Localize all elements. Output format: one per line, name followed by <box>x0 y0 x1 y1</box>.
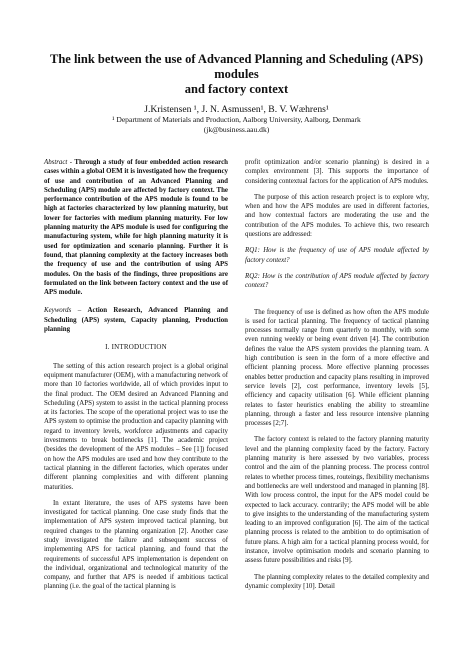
left-column <box>44 158 228 599</box>
body-paragraph: In extant literature, the uses of APS systems have been investigated for tactical planning. One case study finds that the implementation of APS system improved tactical planning, but required changes to the planning organization [2]. Another case study investigated the failure and subsequent success of implementing APS for tactical planning, and found that the requirements of successful APS implementation is dependent on the individual, organizational and technological maturity of the company, and further that APS is needed if ambitious tactical planning (i.e. the goal of the tactical planning is <box>44 499 228 591</box>
paper-title <box>44 52 429 97</box>
abstract-text: Through a study of four embedded action research cases within a global OEM it is investigated how the frequency of use and contribution of an Advanced Planning and Scheduling (APS) module are affected by factory context. The performance contribution of the APS module is found to be high at factories characterized by low planning maturity, but lower for factories with medium planning maturity. For low planning maturity the APS module is used for configuring the manufacturing system, while for high planning maturity it is used for optimization and scenario planning. Further it is found, that planning complexity at the factory increases both the frequency of use and the contribution of using APS modules. On the basis of the findings, three propositions are formulated on the link between factory context and the use of APS module. <box>44 159 228 297</box>
body-paragraph: The frequency of use is defined as how often the APS module is used for tactical planning. The frequency of tactical planning processes normally range from quarterly to monthly, with some even running weekly or being event driven [4]. The contribution defines the value the APS system provides the planning team. A high contribution is seen in the form of a more effective and efficient planning process. More effective planning processes enables better production and capacity plans resulting in improved service levels [2], cost performance, inventory levels [5], efficiency and capacity utilisation [6]. While efficient planning relates to faster heuristics enabling the ability to streamline planning, through a faster and less resource intensive planning processes [2;7]. <box>245 308 429 428</box>
body-paragraph: profit optimization and/or scenario planning) is desired in a complex environment [3]. This supports the importance of considering contextual factors for the application of APS modules. <box>245 159 429 185</box>
research-question-1: RQ1: How is the frequency of use of APS module affected by factory context? <box>245 247 429 264</box>
abstract-label: Abstract - <box>44 159 75 166</box>
body-paragraph: The planning complexity relates to the detailed complexity and dynamic complexity [10]. Detail <box>245 573 429 590</box>
title-line-1: The link between the use of Advanced Planning and Scheduling (APS) modules <box>50 52 423 81</box>
abstract <box>44 158 228 297</box>
body-paragraph: The purpose of this action research project is to explore why, when and how the APS modules are used in different factories, and how contextual factors are moderating the use and the contribution of the APS modules. To achieve this, two research questions are addressed: <box>245 193 429 239</box>
keywords-text: Action Research, Advanced Planning and Scheduling (APS) system, Capacity planning, Production planning <box>44 307 228 334</box>
keywords-label: Keywords – <box>44 307 88 315</box>
right-column <box>245 158 429 599</box>
two-column-body <box>44 158 429 599</box>
affiliation: ¹ Department of Materials and Production, Aalborg University, Aalborg, Denmark <box>112 115 361 124</box>
paper-header <box>44 52 429 134</box>
section-heading-introduction: I. INTRODUCTION <box>105 343 167 352</box>
research-question-2: RQ2: How is the contribution of APS module affected by factory context? <box>245 272 429 290</box>
keywords <box>44 306 228 334</box>
email: (jk@business.aau.dk) <box>203 124 270 134</box>
body-paragraph: The setting of this action research project is a global original equipment manufacturer (OEM), with a manufacturing network of more than 10 factories worldwide, all of which provides input to the final product. The OEM desired an Advanced Planning and Scheduling (APS) system to assist in the tactical planning process at its factories. The scope of the operational project was to use the APS system to optimise the production and capacity planning with regard to inventory levels, workforce adjustments and capacity investments to break bottlenecks [1]. The academic project (besides the development of the APS modules – See [1]) focused on how the APS modules are used and how they contribute to the tactical planning in the different factories, which operates under different planning complexities and with different planning maturities. <box>44 362 228 491</box>
spacer <box>245 298 429 308</box>
body-paragraph: The factory context is related to the factory planning maturity level and the planning complexity faced by the factory. Factory planning maturity is here assessed by two variables, process control and the aim of the planning process. The process control relates to whether process times, routeings, flexibility mechanisms and bottlenecks are well understood and managed in planning [8]. With low process control, the input for the APS model could be expected to lack accuracy. contrarily; the APS model will be able to give insights to the understanding of the manufacturing system leading to an improved configuration [6]. The aim of the tactical planning process is related to the ambition to do optimisation of future plans. A high aim for a tactical planning process would, for instance, involve optimisation models and scenario planning to assess future possibilities and risks [9]. <box>245 436 429 565</box>
title-line-2: and factory context <box>184 82 289 96</box>
authors: J.Kristensen ¹, J. N. Asmussen¹, B. V. Wæhrens¹ <box>144 104 329 115</box>
